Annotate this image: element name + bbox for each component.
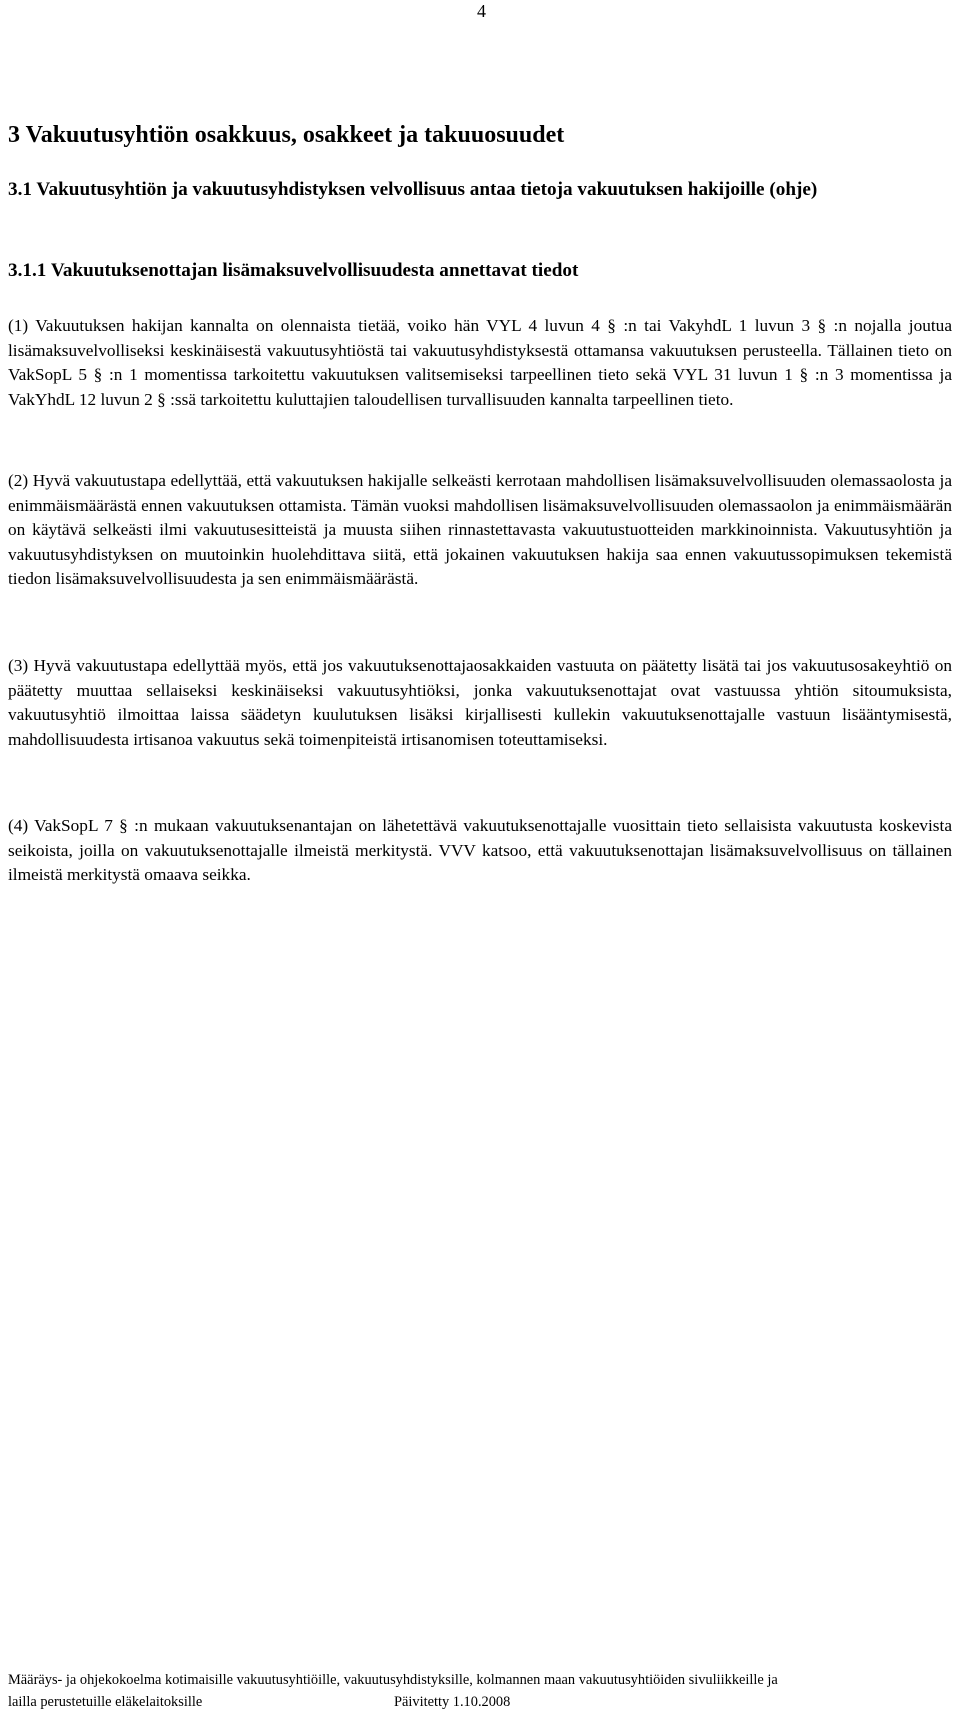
paragraph-1: (1) Vakuutuksen hakijan kannalta on olennaista tietää, voiko hän VYL 4 luvun 4 § :n tai VakyhdL 1 luvun 3 § :n nojalla joutua lisämaksuvelvolliseksi keskinäisestä vakuutusyhtiöstä tai vakuutusyhdistyksestä ottamansa vakuutuksen perusteella. Tällainen tieto on VakSopL 5 § :n 1 momentissa tarkoitettu vakuutuksen valitsemiseksi tarpeellinen tieto sekä VYL 31 luvun 1 § :n 3 momentissa ja VakYhdL 12 luvun 2 § :ssä tarkoitettu kuluttajien taloudellisen turvallisuuden kannalta tarpeellinen tieto. [8, 316, 952, 409]
page-number: 4 [477, 1, 486, 21]
footer-updated-date: Päivitetty 1.10.2008 [394, 1694, 511, 1710]
paragraph-3: (3) Hyvä vakuutustapa edellyttää myös, että jos vakuutuksenottajaosakkaiden vastuuta on päätetty lisätä tai jos vakuutusosakeyhtiö on päätetty muuttaa sellaiseksi keskinäiseksi vakuutusyhtiöksi, jonka vakuutuksenottajat ovat vastuussa yhtiön sitoumuksista, vakuutusyhtiö ilmoittaa laissa säädetyn kuulutuksen lisäksi kirjallisesti kullekin vakuutuksenottajalle vastuun lisääntymisestä, mahdollisuudesta irtisanoa vakuutus sekä toimenpiteistä irtisanomisen toteuttamiseksi. [8, 656, 952, 749]
paragraph-4: (4) VakSopL 7 § :n mukaan vakuutuksenantajan on lähetettävä vakuutuksenottajalle vuosittain tieto sellaisista vakuutusta koskevista seikoista, joilla on vakuutuksenottajalle ilmeistä merkitystä. VVV katsoo, että vakuutuksenottajan lisämaksuvelvollisuus on tällainen ilmeistä merkitystä omaava seikka. [8, 816, 952, 885]
subsection-heading: 3.1 Vakuutusyhtiön ja vakuutusyhdistyksen velvollisuus antaa tietoja vakuutuksen hakijoille (ohje) [8, 179, 818, 200]
page-footer [8, 1669, 952, 1713]
footer-line-2 [8, 1691, 952, 1713]
subsubsection-heading: 3.1.1 Vakuutuksenottajan lisämaksuvelvollisuudesta annettavat tiedot [8, 260, 579, 281]
section-heading: 3 Vakuutusyhtiön osakkuus, osakkeet ja takuuosuudet [8, 122, 565, 148]
footer-publisher: lailla perustetuille eläkelaitoksille [8, 1694, 203, 1710]
paragraph-2: (2) Hyvä vakuutustapa edellyttää, että vakuutuksen hakijalle selkeästi kerrotaan mahdollisen lisämaksuvelvollisuuden olemassaolosta ja enimmäismäärästä ennen vakuutuksen ottamista. Tämän vuoksi mahdollisen lisämaksuvelvollisuuden olemassaolon ja enimmäismäärän on käytävä selkeästi ilmi vakuutusesitteistä ja muusta siihen rinnastettavasta vakuutustuotteiden markkinoinnista. Vakuutusyhtiön ja vakuutusyhdistyksen on muutoinkin huolehdittava siitä, että jokainen vakuutuksen hakija saa ennen vakuutussopimuksen tekemistä tiedon lisämaksuvelvollisuudesta ja sen enimmäismäärästä. [8, 471, 952, 589]
footer-line-1: Määräys- ja ohjekokoelma kotimaisille vakuutusyhtiöille, vakuutusyhdistyksille, kolmannen maan vakuutusyhtiöiden sivuliikkeille ja [8, 1672, 778, 1688]
